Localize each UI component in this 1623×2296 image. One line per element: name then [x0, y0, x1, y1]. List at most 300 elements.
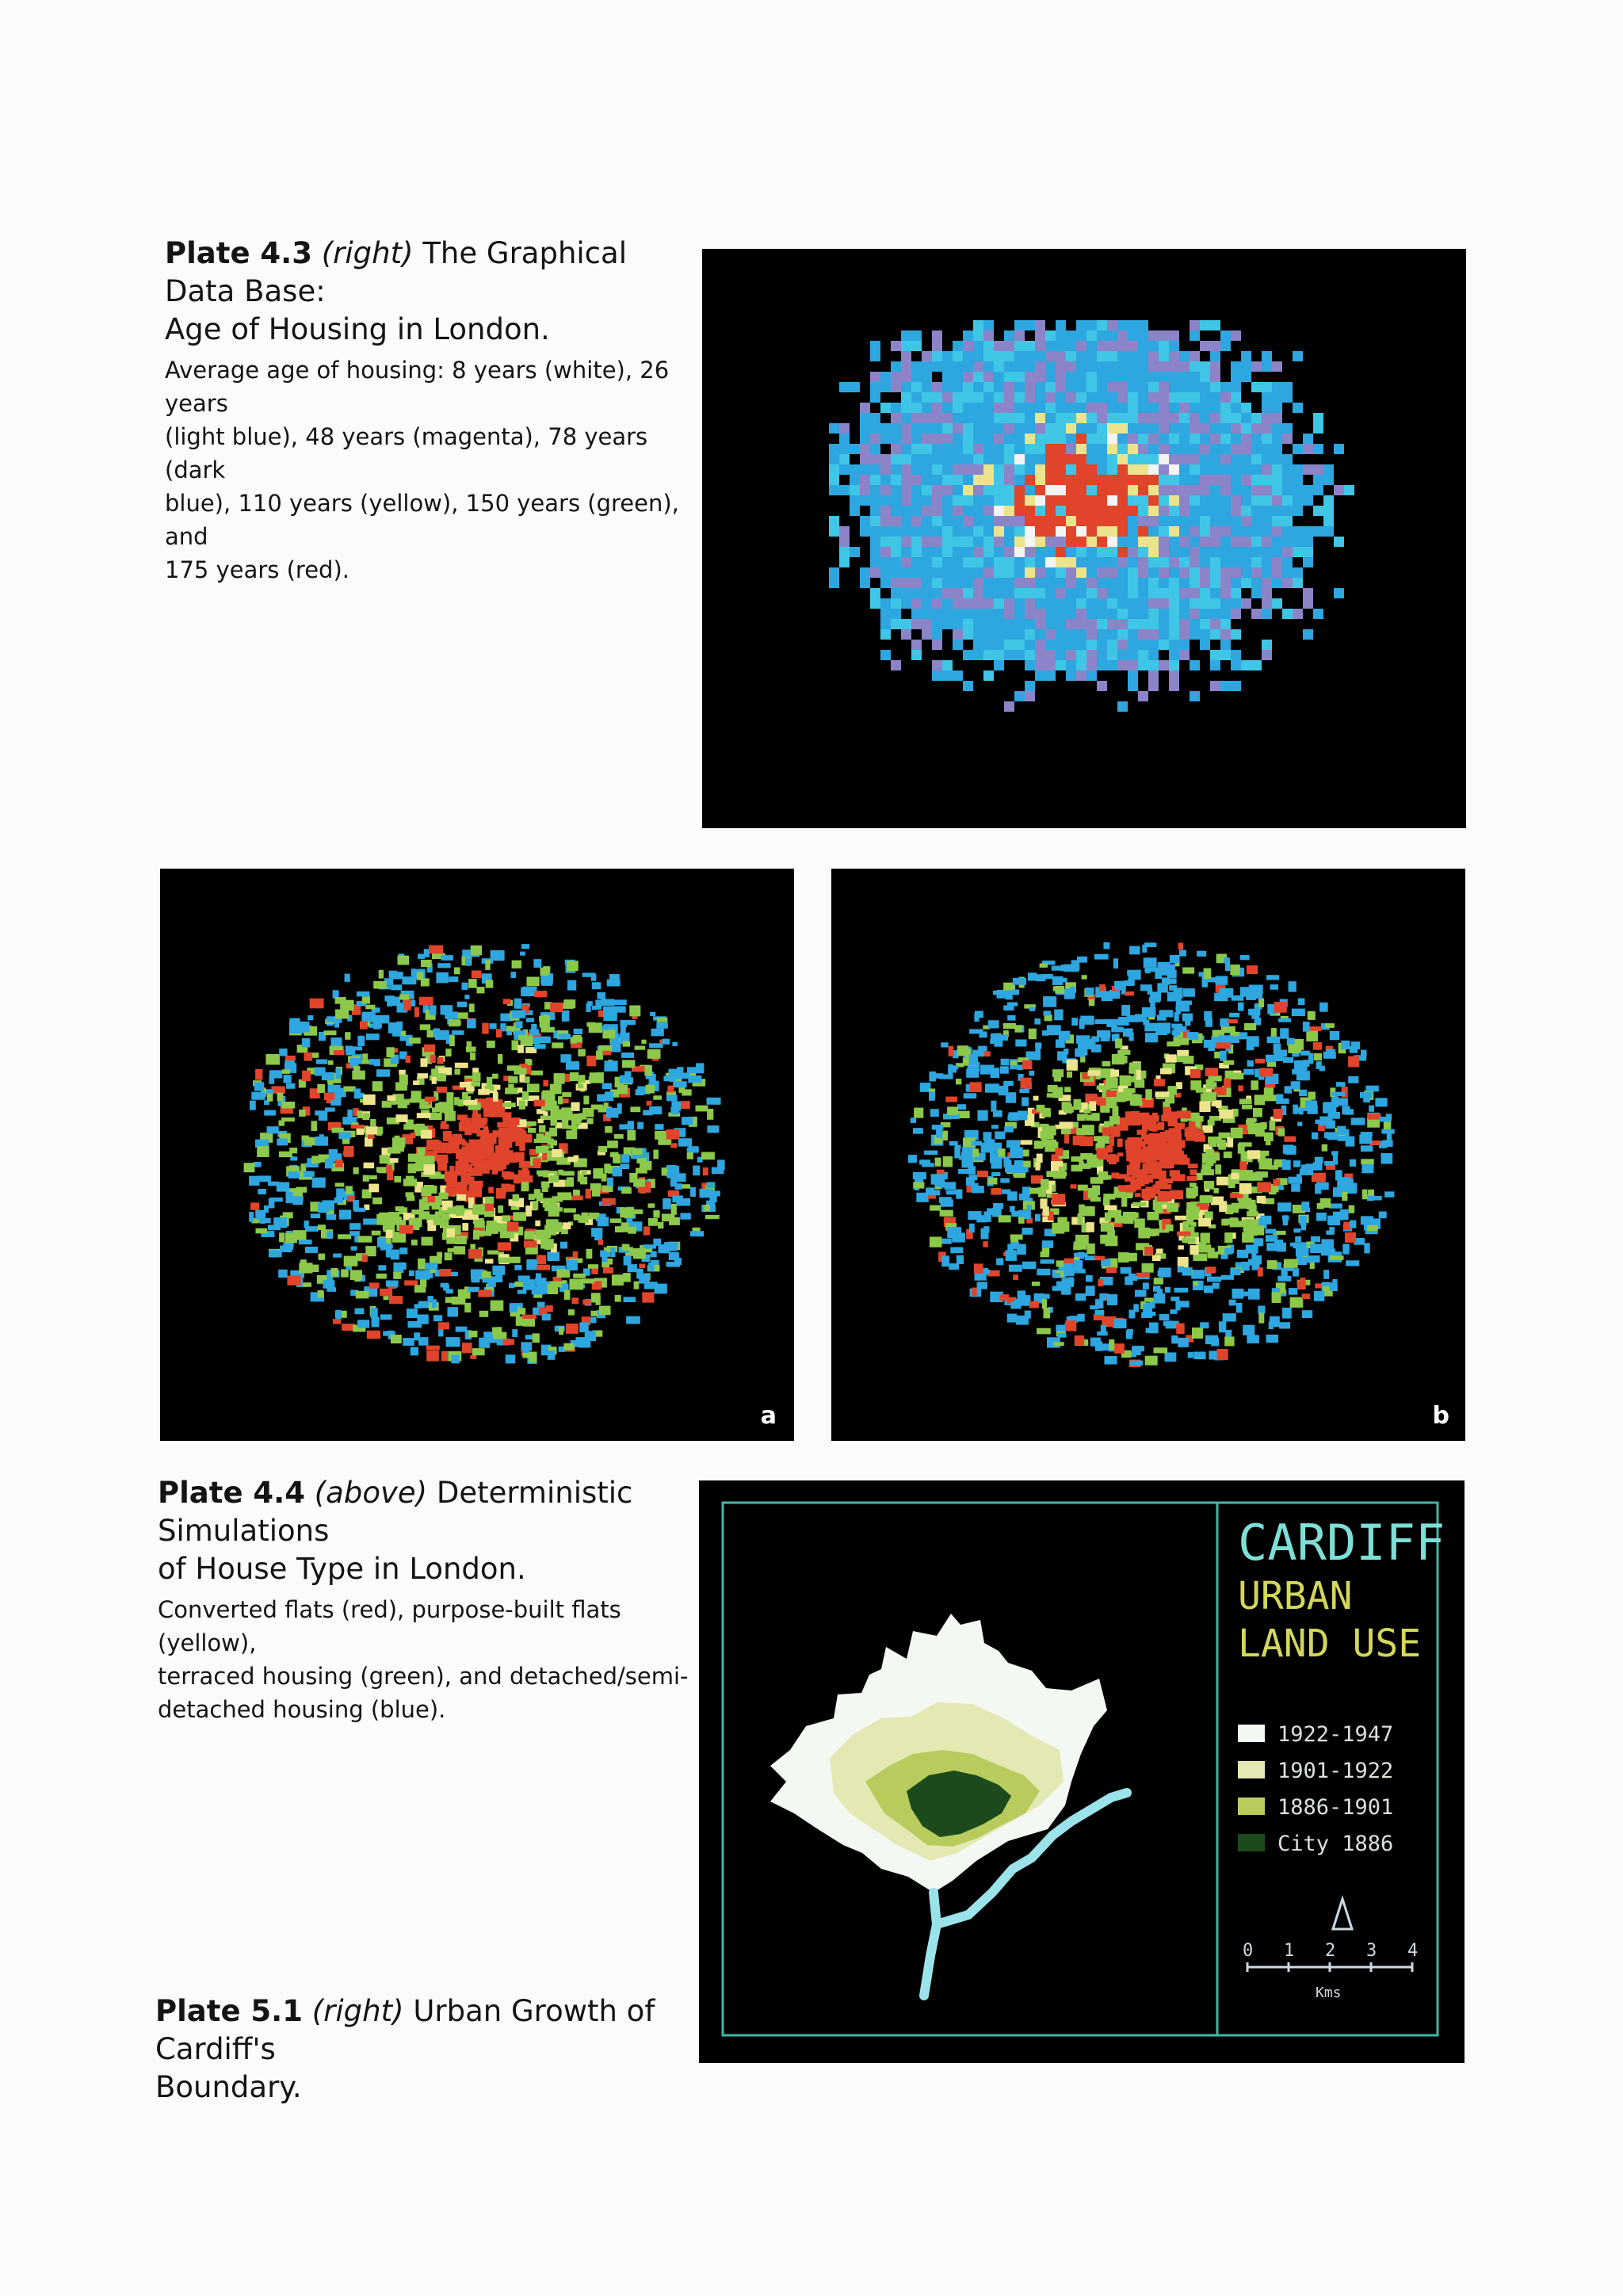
simulation-cell [619, 1125, 632, 1130]
map-cell [1231, 413, 1241, 423]
simulation-cell [573, 1274, 586, 1278]
simulation-cell [975, 1011, 983, 1018]
map-cell [1293, 547, 1303, 557]
simulation-cell [983, 1132, 992, 1140]
simulation-cell [477, 987, 485, 993]
simulation-cell [1086, 988, 1094, 995]
simulation-cell [1098, 1150, 1107, 1160]
simulation-cell [372, 1198, 382, 1205]
map-cell [1210, 351, 1220, 361]
simulation-cell [634, 1282, 640, 1289]
map-cell [994, 557, 1004, 567]
map-cell [1025, 506, 1035, 516]
simulation-cell [377, 1237, 386, 1247]
simulation-cell [936, 1129, 942, 1138]
simulation-cell [1170, 1140, 1175, 1150]
map-cell [1190, 475, 1200, 485]
map-cell [1107, 454, 1117, 464]
simulation-cell [1259, 1068, 1274, 1077]
map-cell [1066, 330, 1076, 341]
simulation-cell [1074, 1260, 1083, 1271]
map-cell [1241, 423, 1251, 434]
simulation-cell [421, 960, 432, 967]
map-cell [973, 475, 983, 485]
map-cell [983, 444, 994, 454]
map-cell [850, 475, 860, 485]
map-cell [1076, 578, 1086, 588]
map-cell [1066, 557, 1076, 567]
simulation-cell [1101, 1325, 1106, 1334]
map-cell [1220, 485, 1231, 495]
simulation-cell [1285, 1146, 1296, 1155]
map-cell [1117, 320, 1128, 330]
map-cell [922, 547, 932, 557]
map-cell [1086, 619, 1097, 629]
map-cell [1128, 413, 1138, 423]
map-cell [911, 403, 922, 413]
map-cell [1035, 423, 1045, 434]
scale-tick: 4 [1407, 1941, 1419, 1961]
simulation-cell [911, 1117, 916, 1123]
map-cell [1014, 403, 1025, 413]
simulation-cell [492, 1328, 498, 1335]
simulation-cell [1316, 1245, 1321, 1251]
map-cell [1148, 403, 1159, 413]
map-cell [1004, 351, 1014, 361]
simulation-cell [323, 1030, 336, 1035]
map-cell [839, 382, 850, 392]
simulation-cell [1055, 1070, 1062, 1075]
map-cell [1251, 423, 1262, 434]
simulation-cell [288, 1171, 300, 1179]
simulation-cell [1170, 1297, 1179, 1301]
plate-4-3-body-line: 175 years (red). [165, 556, 349, 583]
simulation-cell [636, 1089, 644, 1095]
simulation-cell [511, 1010, 525, 1018]
simulation-cell [279, 1232, 285, 1242]
map-cell [1025, 537, 1035, 547]
map-cell [983, 670, 994, 681]
map-cell [891, 660, 901, 670]
map-cell [973, 413, 983, 423]
simulation-cell [496, 1029, 502, 1037]
map-cell [1025, 382, 1035, 392]
simulation-cell [430, 1055, 436, 1063]
simulation-cell [995, 1034, 1008, 1041]
map-cell [1210, 485, 1220, 495]
simulation-cell [1216, 1042, 1231, 1049]
map-cell [1231, 557, 1241, 567]
map-cell [1107, 351, 1117, 361]
simulation-cell [365, 1005, 375, 1010]
simulation-cell [452, 1297, 466, 1305]
simulation-cell [622, 1244, 630, 1251]
simulation-cell [598, 1146, 607, 1152]
simulation-cell [525, 1121, 537, 1126]
map-cell [1025, 403, 1035, 413]
simulation-cell [1350, 1046, 1358, 1053]
simulation-cell [1174, 1026, 1186, 1032]
map-cell [911, 567, 922, 578]
map-cell [1179, 567, 1190, 578]
map-cell [1148, 341, 1159, 351]
simulation-cell [1212, 1283, 1220, 1289]
simulation-cell [603, 1007, 616, 1015]
simulation-cell [468, 1287, 479, 1293]
map-cell [1282, 423, 1293, 434]
map-cell [891, 526, 901, 537]
simulation-cell [1056, 1260, 1064, 1266]
simulation-cell [546, 1101, 557, 1110]
simulation-cell [991, 1188, 1001, 1195]
map-cell [850, 382, 860, 392]
simulation-cell [1010, 1252, 1017, 1261]
simulation-cell [984, 1270, 990, 1274]
simulation-cell [376, 1214, 390, 1225]
simulation-cell [1150, 999, 1155, 1008]
plate-5-1-title [155, 1992, 678, 2107]
map-cell [1231, 526, 1241, 537]
map-cell [942, 588, 953, 598]
map-cell [901, 629, 911, 640]
simulation-cell [1326, 1231, 1334, 1235]
map-cell [1200, 320, 1210, 330]
simulation-cell [653, 1150, 659, 1159]
map-cell [1251, 588, 1262, 598]
simulation-cell [1064, 1049, 1068, 1054]
simulation-cell [655, 1124, 663, 1130]
map-cell [994, 598, 1004, 609]
simulation-cell [641, 1040, 646, 1044]
map-cell [983, 372, 994, 382]
map-cell [994, 464, 1004, 475]
simulation-cell [339, 1210, 351, 1220]
map-cell [1097, 351, 1107, 361]
simulation-cell [1010, 1060, 1017, 1065]
simulation-cell [1224, 1078, 1231, 1087]
simulation-cell [983, 1226, 989, 1232]
map-cell [901, 526, 911, 537]
simulation-cell [1144, 1247, 1153, 1255]
simulation-cell [478, 1289, 491, 1297]
map-cell [1241, 444, 1251, 454]
map-cell [1076, 434, 1086, 444]
simulation-cell [1387, 1132, 1392, 1141]
simulation-cell [649, 1106, 662, 1114]
simulation-cell [472, 971, 482, 979]
simulation-cell [1128, 979, 1135, 985]
simulation-cell [1042, 1299, 1047, 1309]
simulation-cell [1361, 1164, 1373, 1173]
simulation-cell [509, 1283, 515, 1289]
simulation-cell [425, 1263, 437, 1269]
map-cell [891, 495, 901, 506]
map-cell [953, 403, 963, 413]
map-cell [1025, 464, 1035, 475]
simulation-cell [1205, 1149, 1214, 1153]
plate-4-4-body-line: detached housing (blue). [158, 1696, 446, 1723]
simulation-cell [546, 1219, 559, 1226]
map-cell [1117, 351, 1128, 361]
map-cell [1220, 413, 1231, 423]
map-cell [1025, 444, 1035, 454]
simulation-cell [968, 1166, 976, 1175]
simulation-cell [428, 1296, 433, 1302]
simulation-cell [357, 1036, 365, 1046]
simulation-cell [525, 1205, 532, 1217]
map-cell [1056, 485, 1066, 495]
simulation-cell [601, 1173, 607, 1181]
simulation-cell [1165, 1287, 1170, 1293]
map-cell [1231, 567, 1241, 578]
simulation-cell [1136, 1171, 1148, 1180]
map-cell [1169, 506, 1179, 516]
simulation-cell [534, 1100, 545, 1106]
map-cell [911, 341, 922, 351]
simulation-cell [345, 974, 350, 982]
simulation-cell [1331, 1092, 1345, 1097]
simulation-cell [1276, 1098, 1289, 1104]
simulation-cell [446, 1337, 460, 1347]
simulation-cell [1115, 1038, 1122, 1048]
map-cell [1179, 361, 1190, 372]
map-cell [911, 434, 922, 444]
simulation-cell [1206, 1266, 1216, 1273]
map-cell [1014, 537, 1025, 547]
map-cell [839, 537, 850, 547]
map-cell [1282, 434, 1293, 444]
map-cell [1086, 547, 1097, 557]
map-cell [1169, 567, 1179, 578]
map-cell [1086, 629, 1097, 640]
map-cell [1272, 485, 1282, 495]
map-cell [942, 423, 953, 434]
simulation-cell [1159, 1184, 1172, 1190]
plate-5-1-label: Plate 5.1 [155, 1994, 303, 2028]
simulation-cell [1319, 1066, 1325, 1072]
simulation-cell [1127, 1015, 1139, 1022]
simulation-cell [369, 1282, 380, 1288]
map-cell [1159, 485, 1169, 495]
map-cell [1262, 588, 1272, 598]
simulation-cell [1293, 1243, 1307, 1249]
map-cell [942, 660, 953, 670]
simulation-cell [1177, 1111, 1191, 1119]
simulation-cell [649, 1043, 663, 1048]
simulation-cell [1324, 1244, 1331, 1249]
simulation-cell [1270, 1121, 1276, 1131]
simulation-cell [513, 1212, 526, 1221]
map-cell [963, 464, 973, 475]
simulation-cell [629, 1006, 640, 1017]
map-cell [1169, 598, 1179, 609]
map-cell [1138, 619, 1148, 629]
simulation-cell [934, 1073, 943, 1079]
map-cell [973, 330, 983, 341]
simulation-cell [687, 1148, 699, 1152]
map-cell [1190, 351, 1200, 361]
simulation-cell [414, 1007, 419, 1018]
simulation-cell [985, 1083, 999, 1092]
simulation-cell [327, 1214, 337, 1220]
simulation-cell [589, 1023, 599, 1027]
simulation-cell [613, 999, 627, 1005]
simulation-cell [1258, 1267, 1263, 1276]
simulation-cell [1112, 1128, 1120, 1137]
map-cell [1076, 650, 1086, 660]
simulation-cell [621, 1187, 632, 1194]
simulation-cell [1207, 1277, 1221, 1282]
map-cell [942, 598, 953, 609]
simulation-cell [672, 1195, 682, 1202]
simulation-cell [1159, 1010, 1174, 1017]
map-cell [1076, 640, 1086, 650]
simulation-cell [1097, 1086, 1110, 1090]
simulation-cell [1089, 999, 1095, 1007]
housing-age-map [702, 249, 1466, 828]
map-cell [1066, 660, 1076, 670]
simulation-cell [517, 1045, 524, 1052]
map-cell [891, 485, 901, 495]
map-cell [1220, 434, 1231, 444]
map-cell [1004, 578, 1014, 588]
map-cell [1128, 526, 1138, 537]
map-cell [870, 495, 880, 506]
simulation-cell [590, 1072, 604, 1083]
simulation-cell [1312, 1173, 1326, 1182]
map-cell [922, 526, 932, 537]
map-cell [1014, 619, 1025, 629]
simulation-cell [1308, 1092, 1316, 1100]
map-cell [880, 372, 891, 382]
map-cell [1323, 526, 1334, 537]
map-cell [1303, 464, 1313, 475]
scale-unit: Kms [1316, 1985, 1342, 2001]
map-cell [963, 516, 973, 526]
map-cell [870, 382, 880, 392]
map-cell [1086, 567, 1097, 578]
map-cell [1200, 341, 1210, 351]
simulation-cell [1274, 1055, 1284, 1061]
map-cell [1107, 320, 1117, 330]
scale-tick: 0 [1243, 1941, 1254, 1961]
simulation-cell [592, 982, 601, 989]
map-cell [1200, 444, 1210, 454]
simulation-cell [452, 1183, 466, 1194]
simulation-cell [528, 1128, 536, 1133]
simulation-cell [1019, 1089, 1029, 1093]
simulation-cell [343, 1087, 355, 1092]
map-cell [1107, 619, 1117, 629]
simulation-cell [1097, 1136, 1109, 1144]
map-cell [1231, 382, 1241, 392]
simulation-cell [437, 1087, 447, 1093]
simulation-cell [464, 995, 469, 999]
simulation-cell [472, 1110, 478, 1118]
map-cell [1231, 434, 1241, 444]
simulation-cell [1279, 1185, 1284, 1190]
simulation-cell [446, 1289, 453, 1293]
map-cell [1117, 640, 1128, 650]
simulation-cell [1117, 1050, 1130, 1055]
simulation-cell [1044, 1010, 1051, 1015]
simulation-cell [1103, 1198, 1110, 1205]
map-cell [1035, 444, 1045, 454]
legend-label: City 1886 [1277, 1832, 1394, 1856]
map-cell [1056, 506, 1066, 516]
map-cell [1035, 609, 1045, 619]
simulation-cell [1052, 976, 1064, 985]
map-cell [1159, 330, 1169, 341]
simulation-cell [607, 1140, 618, 1148]
simulation-cell [1176, 1134, 1182, 1144]
simulation-cell [991, 1101, 996, 1112]
map-cell [1148, 640, 1159, 650]
map-cell [1097, 526, 1107, 537]
simulation-cell [1346, 1260, 1359, 1266]
map-cell [1097, 567, 1107, 578]
simulation-cell [1342, 1244, 1350, 1255]
simulation-cell [1230, 965, 1239, 975]
map-cell [1138, 444, 1148, 454]
map-cell [953, 588, 963, 598]
simulation-cell [1270, 1316, 1280, 1328]
map-cell [1004, 650, 1014, 660]
simulation-cell [418, 1337, 429, 1346]
simulation-cell [1102, 1061, 1111, 1067]
map-cell [901, 392, 911, 403]
simulation-cell [945, 1201, 952, 1205]
map-cell [1014, 320, 1025, 330]
simulation-cell [1067, 1060, 1078, 1071]
simulation-cell [376, 1069, 390, 1076]
map-cell [1004, 330, 1014, 341]
simulation-cell [502, 1102, 516, 1107]
map-cell [1210, 382, 1220, 392]
map-cell [963, 650, 973, 660]
simulation-cell [335, 1159, 343, 1167]
map-cell [942, 392, 953, 403]
map-cell [963, 526, 973, 537]
map-cell [1282, 578, 1293, 588]
map-cell [1107, 567, 1117, 578]
map-cell [1200, 598, 1210, 609]
map-cell [1313, 413, 1323, 423]
simulation-cell [305, 1163, 319, 1167]
map-cell [1097, 475, 1107, 485]
map-cell [963, 681, 973, 691]
map-cell [880, 403, 891, 413]
map-cell [973, 382, 983, 392]
simulation-cell [1228, 1183, 1235, 1188]
simulation-cell [1113, 958, 1118, 968]
map-cell [911, 578, 922, 588]
simulation-cell [1092, 1185, 1100, 1195]
map-cell [839, 423, 850, 434]
simulation-cell [1157, 1196, 1170, 1201]
simulation-cell [506, 1031, 512, 1036]
simulation-cell [445, 1049, 451, 1056]
simulation-cell [1144, 1297, 1154, 1301]
simulation-cell [568, 1309, 575, 1316]
map-cell [870, 506, 880, 516]
map-cell [1004, 464, 1014, 475]
simulation-cell [289, 1022, 304, 1033]
map-cell [1159, 578, 1169, 588]
simulation-cell [604, 1060, 617, 1072]
simulation-cell [1178, 1338, 1189, 1347]
simulation-panel-a [160, 869, 794, 1441]
